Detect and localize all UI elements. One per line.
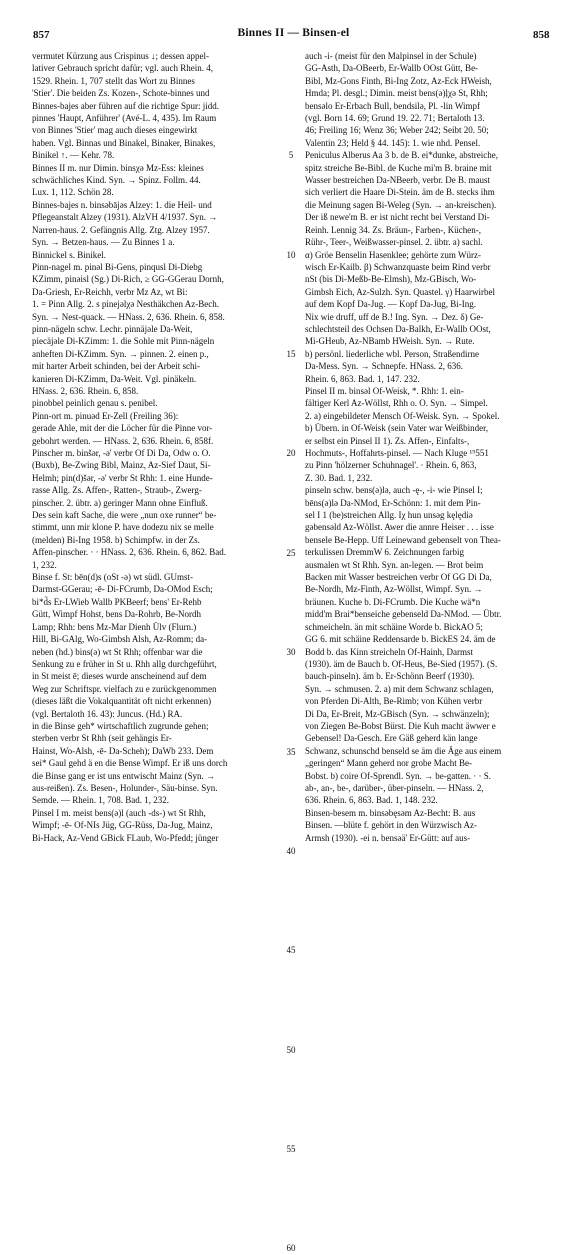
- text-line: Valentin 23; Held § 44. 145): 1. wie nhd. Pensel.: [305, 137, 481, 148]
- text-line: Gimbsh Eich, Az-Sulzh. Syn. Quastel. γ) Haarwirbel: [305, 286, 495, 297]
- text-line: Darmst-GGerau; -ē- Di-FCrumb, Da-OMod Esch;: [32, 584, 213, 595]
- line-number: 10: [286, 249, 296, 260]
- text-line: die Binse gang er ist uns entwischt Mainz (Syn. →: [32, 770, 215, 781]
- text-line: schlechtsteil des Ochsen Da-Balkh, Er-Wallb OOst,: [305, 323, 491, 334]
- text-line: GG-Asth, Da-OBeerb, Er-Wallb OOst Gütt, Be-: [305, 63, 479, 74]
- text-line: Syn. → Nest-quack. — HNass. 2, 636. Rhein. 6, 858.: [32, 311, 225, 322]
- text-line: sel I 1 (be)streichen Allg. Iχ hun unsəg kęlędiǝ: [305, 510, 473, 521]
- left-column: [32, 50, 281, 844]
- line-number: 5: [288, 150, 294, 161]
- text-line: auf dem Kopf Da-Jug. — Kopf Da-Jug, Bi-Ing.: [305, 299, 476, 310]
- text-line: (melden) Bi-Ing 1958. b) Schimpfw. in der Zs.: [32, 534, 200, 545]
- text-line: 1. = Pinn Allg. 2. s pinejəlχə Nesthäkchen Az-Bech.: [32, 299, 220, 310]
- text-line: Pinn-nagel m. pinǝl Bi-Gens, pinqusl Di-Diebg: [32, 261, 203, 272]
- text-line: Di Da, Er-Breit, Mz-GBisch (Syn. → schwänzeln);: [305, 708, 490, 719]
- text-line: Gebensel! Da-Gesch. Ere Gäß geherd kän lange: [305, 733, 478, 744]
- text-line: vermutet Kürzung aus Crispinus ↓; dessen appel-: [32, 51, 209, 61]
- text-line: haben. Vgl. Binnas und Binakel, Binaker, Binakes,: [32, 137, 216, 148]
- text-line: Wasser bestreichen Da-NBeerb, verbr. De B. maust: [305, 175, 490, 186]
- line-number: 25: [286, 547, 296, 558]
- text-line: 636. Rhein. 6, 863. Bad. 1, 148. 232.: [305, 795, 438, 806]
- line-number: 45: [286, 945, 296, 956]
- text-line: GG 6. mit schäine Reddensarde b. BickES 24. äm de: [305, 634, 496, 645]
- text-line: Binsen-besem m. binsəbęsǝm Az-Becht: B. aus: [305, 807, 476, 818]
- text-line: pinn-nägeln schw. Lechr. pinnäjəle Da-Weit,: [32, 323, 193, 334]
- text-line: Binikel ↑. — Kehr. 78.: [32, 150, 115, 161]
- text-line: nSt (bis Di-Meßb-Be-Elmsh), Mz-GBisch, Wo-: [305, 274, 477, 285]
- text-line: Binsen. —blüte f. gehört in den Würzwisch Az-: [305, 820, 478, 831]
- text-line: pinscher. 2. übtr. a) geringer Mann ohne Einfluß.: [32, 497, 208, 508]
- text-line: Mi-GHeub, Az-NBamb HWeish. Syn. → Rute.: [305, 336, 475, 347]
- text-line: Lamp; Rhh: bens Mz-Mar Dienh Ülv (Flurn.): [32, 621, 197, 632]
- text-line: Syn. → Betzen-haus. — Zu Binnes 1 a.: [32, 237, 175, 248]
- text-line: spitz streiche Be-Bibl. de Kuche mi'm B. braine mit: [305, 162, 492, 173]
- text-line: Binnes-bajes aber führen auf die richtige Spur: jidd.: [32, 100, 219, 111]
- text-line: Syn. → schmusen. 2. a) mit dem Schwanz schlagen,: [305, 683, 494, 694]
- page-number-left: 857: [33, 29, 50, 41]
- line-number: 50: [286, 1044, 296, 1055]
- text-line: Hainst, Wo-Alsh, -ē- Da-Scheh); DaWb 233. Dem: [32, 745, 214, 756]
- text-line: von Ziegen Be-Bobst Bürst. Die Kuh macht äwwer e: [305, 720, 496, 731]
- text-line: terkulissen DremmW 6. Zeichnungen farbig: [305, 547, 465, 558]
- text-line: Gütt, Wimpf Hohst, bens Da-Rohrb, Be-Nordh: [32, 609, 201, 620]
- text-line: HNass. 2, 636. Rhein. 6, 858.: [32, 385, 139, 396]
- text-line: bensele Be-Hepp. Uff Leinewand gebenselt von Thea-: [305, 534, 501, 545]
- text-line: Schwanz, schunschd benseld se äm die Äge aus einem: [305, 745, 502, 756]
- text-line: bräunen. Kuche b. Di-FCrumb. Die Kuche wä*n: [305, 596, 481, 607]
- text-line: Binnickel s. Binikel.: [32, 249, 106, 260]
- page-number-right: 858: [533, 29, 550, 41]
- text-line: mit harter Arbeit schinden, bei der Arbeit schi-: [32, 361, 200, 372]
- line-number: 30: [286, 647, 296, 658]
- text-line: α) Gröe Benselin Hasenklee; gehörte zum Würz-: [305, 249, 481, 260]
- text-line: (Buxb), Be-Zwing Bibl, Mainz, Az-Sief Daut, Si-: [32, 460, 211, 471]
- text-line: sei* Gaul gehd ä en die Bense Wimpf. Er iß uns dorch: [32, 758, 228, 769]
- text-line: Pinsel II m. binsǝl Of-Weisk, *. Rhh: 1. ein-: [305, 385, 464, 396]
- text-line: Binse f. St: bēn(d)s (oSt -ə) wt südl. GUmst-: [32, 572, 193, 583]
- text-line: aus-reißen). Zs. Besen-, Holunder-, Säu-binse. Syn.: [32, 782, 218, 793]
- text-line: Da-Mess. Syn. → Schnepfe. HNass. 2, 636.: [305, 361, 463, 372]
- text-line: Wimpf; -ē- Of-NIs Jüg, GG-Rüss, Da-Jug, Mainz,: [32, 820, 213, 831]
- text-line: 1529. Rhein. 1, 707 stellt das Wort zu Binnes: [32, 75, 195, 86]
- text-line: Pinn-ort m. pinuəd Er-Zell (Freiling 36):: [32, 410, 179, 421]
- text-line: er selbst ein Pinsel II 1). Zs. Affen-, Einfalts-,: [305, 435, 470, 446]
- text-line: b) Übern. in Of-Weisk (sein Vater war Weißbinder,: [305, 423, 489, 434]
- text-line: wisch Er-Kailb. β) Schwanzquaste beim Rind verbr: [305, 261, 491, 272]
- text-line: 1, 232.: [32, 559, 57, 570]
- text-line: Lux. 1, 112. Schön 28.: [32, 187, 114, 198]
- text-line: pinseln schw. bens(ə)lǝ, auch -ę-, -i- wie Pinsel I;: [305, 485, 483, 496]
- text-line: von Binnes 'Stier' mag auch dieses eingewirkt: [32, 125, 198, 136]
- line-number: 40: [286, 845, 296, 856]
- line-number: 55: [286, 1143, 296, 1154]
- text-line: sterben verbr St Rhh (seit gehängis Er-: [32, 733, 172, 744]
- text-line: bauch-pinseln). äm b. Er-Schönn Beerf (1930).: [305, 671, 475, 682]
- text-line: pieсäjəle Di-KZimm: 1. die Sohle mit Pinn-nägeln: [32, 336, 215, 347]
- text-line: Semde. — Rhein. 1, 708. Bad. 1, 232.: [32, 795, 169, 806]
- text-line: Peniculus Alberus Aa 3 b. de B. ei*dunke, abstreiche,: [305, 150, 498, 161]
- text-line: Hmda; Pl. desgl.; Dimin. meist bens(ə)ļχə St, Rhh;: [305, 88, 488, 99]
- right-column: [305, 50, 554, 844]
- text-line: (dieses läßt die Vokalquantität oft nicht erkennen): [32, 696, 212, 707]
- text-line: Binnes-bajes n. binsəbājəs Alzey: 1. die Heil- und: [32, 199, 212, 210]
- text-line: „geringen“ Mann geherd nor grobe Macht Be-: [305, 758, 472, 769]
- text-line: Des sein kaft Sache, die were „nun oxe runner“ be-: [32, 510, 217, 521]
- text-line: Hochmuts-, Hoffahrts-pinsel. — Nach Kluge ¹⁹551: [305, 448, 489, 458]
- text-line: gebohrt werden. — HNass. 2, 636. Rhein. 6, 858f.: [32, 435, 214, 446]
- text-line: neben (hd.) bins(ə) wt St Rhh; offenbar war die: [32, 646, 203, 657]
- text-line: (vgl. Born 14. 69; Grund 19. 22. 71; Bertaloth 13.: [305, 113, 485, 124]
- text-line: 46; Freiling 16; Wenz 36; Weber 242; Seibt 20. 50;: [305, 125, 489, 136]
- text-line: Rhein. 6, 863. Bad. 1, 147. 232.: [305, 373, 420, 384]
- text-line: Binnes II m. nur Dimin. binsχə Mz-Ess: kleines: [32, 162, 204, 173]
- text-line: pinnes 'Haupt, Anführer' (Avé-L. 4, 435). Im Raum: [32, 113, 217, 124]
- text-line: zu Pinn 'hölzerner Schuhnagel'. · Rhein. 6, 863,: [305, 460, 477, 471]
- text-line: lativer Gebrauch spricht dafür; vgl. auch Rhein. 4,: [32, 63, 213, 74]
- text-line: stimmt, unn mir klone P. have dodezu nix se melle: [32, 522, 214, 533]
- page-header: [0, 0, 587, 44]
- text-line: Pinsel I m. meist bens(ə)l (auch -ds-) wt St Rhh,: [32, 807, 206, 818]
- text-line: sich verliert die Haare Di-Stein. äm de B. stecks ihm: [305, 187, 495, 198]
- text-line: rasse Allg. Zs. Affen-, Ratten-, Straub-, Zwerg-: [32, 485, 202, 496]
- line-number: 20: [286, 448, 296, 459]
- text-line: kanieren Di-KZimm, Da-Weit. Vgl. pinäkeln.: [32, 373, 197, 384]
- text-line: (vgl. Bertaloth 16. 43): Juncus. (Hd.) RA.: [32, 708, 183, 719]
- text-line: ab-, an-, be-, darüber-, über-pinseln. — HNass. 2,: [305, 782, 484, 793]
- text-line: Backen mit Wasser bestreichen verbr Of GG Di Da,: [305, 572, 492, 583]
- text-line: Bobst. b) coire Of-Sprendl. Syn. → be-gatten. · · S.: [305, 770, 491, 781]
- text-line: Nix wie druff, uff de B.! Ing. Syn. → Dez. δ) Ge-: [305, 311, 484, 322]
- text-line: Affen-pinscher. · · HNass. 2, 636. Rhein. 6, 862. Bad.: [32, 547, 227, 558]
- text-line: schwächliches Kind. Syn. → Spinz. Follm. 44.: [32, 175, 201, 186]
- text-line: Armsh (1930). -ei n. bensǝä' Er-Gütt: auf aus-: [305, 832, 471, 843]
- text-line: auch -i- (meist für den Malpinsel in der Schule): [305, 51, 477, 61]
- text-line: von Pferden Di-Alth, Be-Rimb; von Kühen verbr: [305, 696, 483, 707]
- text-line: 2. a) eingebildeter Mensch Of-Weisk. Syn. → Spokel.: [305, 410, 500, 421]
- text-line: Narren-haus. 2. Gefängnis Allg. Ztg. Alzey 1957.: [32, 224, 210, 235]
- text-line: Be-Nordh, Mz-Finth, Az-Wöllst, Wimpf. Syn. →: [305, 584, 483, 595]
- text-line: schmeicheln. än mit schäine Worde b. BickAO 5;: [305, 621, 483, 632]
- text-line: KZimm, pinǝisl (Sg.) Di-Rich, ≥ GG-GGerau Dornh,: [32, 274, 224, 285]
- text-line: b) persönl. liederliche wbl. Person, Straßendirne: [305, 348, 479, 359]
- text-line: Z. 30. Bad. 1, 232.: [305, 472, 373, 483]
- line-number: 15: [286, 349, 296, 360]
- text-line: Weg zur Schriftspr. vielfach zu e zurückgenommen: [32, 683, 217, 694]
- line-number: 60: [286, 1243, 296, 1254]
- text-line: gerade Ahle, mit der die Löcher für die Pinne vor-: [32, 423, 213, 434]
- text-line: Pinscher m. binšər, -ǝ' verbr Of Di Da, Odw o. O.: [32, 448, 211, 458]
- text-line: Helmh; pin(d)šər, -ǝ' verbr St Rhh: 1. eine Hunde-: [32, 472, 213, 483]
- text-line: Senkung zu e früher in St u. Rhh allg durchgeführt,: [32, 658, 217, 669]
- text-line: Rühr-, Teer-, Weißwasser-pinsel. 2. übtr. a) sachl.: [305, 237, 483, 248]
- text-line: Hill, Bi-GAlg, Wo-Gimbsh Alsh, Az-Romm; da-: [32, 634, 208, 645]
- text-line: Reinh. Lennig 34. Zs. Bräun-, Farben-, Küchen-,: [305, 224, 481, 235]
- text-line: Da-Griesh, Er-Reichh, verbr Mz Az, wt Bi:: [32, 286, 188, 297]
- text-line: Pflegeanstalt Alzey (1931). AlzVH 4/1937. Syn. →: [32, 212, 218, 223]
- text-line: (1930). äm de Bauch b. Of-Heus, Be-Sied (1957). (S.: [305, 658, 498, 669]
- text-line: bensəlo Er-Erbach Bull, bendsilǝ, Pl. -lin Wimpf: [305, 100, 481, 111]
- line-number: 35: [286, 746, 296, 757]
- text-line: die Meinung sagen Bi-Weleg (Syn. → an-kreischen).: [305, 199, 497, 210]
- text-line: midd'm Brai*benseiche gebenseld Da-NMod. — Übtr.: [305, 609, 502, 620]
- text-line: gəbensəld Az-Wöllst. Awer die annre Heiser . . . isse: [305, 522, 494, 533]
- text-line: anheften Di-KZimm. Syn. → pinnen. 2. einen p.,: [32, 348, 209, 359]
- text-line: 'Stier'. Die beiden Zs. Kozen-, Schote-binnes und: [32, 88, 210, 99]
- text-line: bēns(ə)lǝ Da-NMod, Er-Schönn: 1. mit dem Pin-: [305, 497, 481, 508]
- text-line: Bi-Hack, Az-Vend GBick FLaub, Wo-Pfedd; jünger: [32, 832, 219, 843]
- text-line: Bibl, Mz-Gons Finth, Bi-Ing Zotz, Az-Eck HWeish,: [305, 75, 492, 86]
- text-line: pinobbel peinlich genau s. penibel.: [32, 398, 158, 409]
- text-line: bi*d̃s Er-LWieb Wallb PKBeerf; bens' Er-Rehb: [32, 596, 202, 607]
- running-title: Binnes II — Binsen-el: [237, 27, 350, 39]
- text-line: Der iß newe'm B. er ist nicht recht bei Verstand Di-: [305, 212, 490, 223]
- text-line: in St meist ē; dieses wurde anscheinend auf dem: [32, 671, 207, 682]
- text-line: in die Binse geh* wirtschaftlich zugrunde gehen;: [32, 720, 209, 731]
- text-line: Bodd b. das Kinn streicheln Of-Hainh, Darmst: [305, 646, 473, 657]
- text-line: ausmalen wt St Rhh. Syn. an-legen. — Brot beim: [305, 559, 484, 570]
- text-line: fältiger Kerl Az-Wöllst, Rhh o. O. Syn. → Simpel.: [305, 398, 488, 409]
